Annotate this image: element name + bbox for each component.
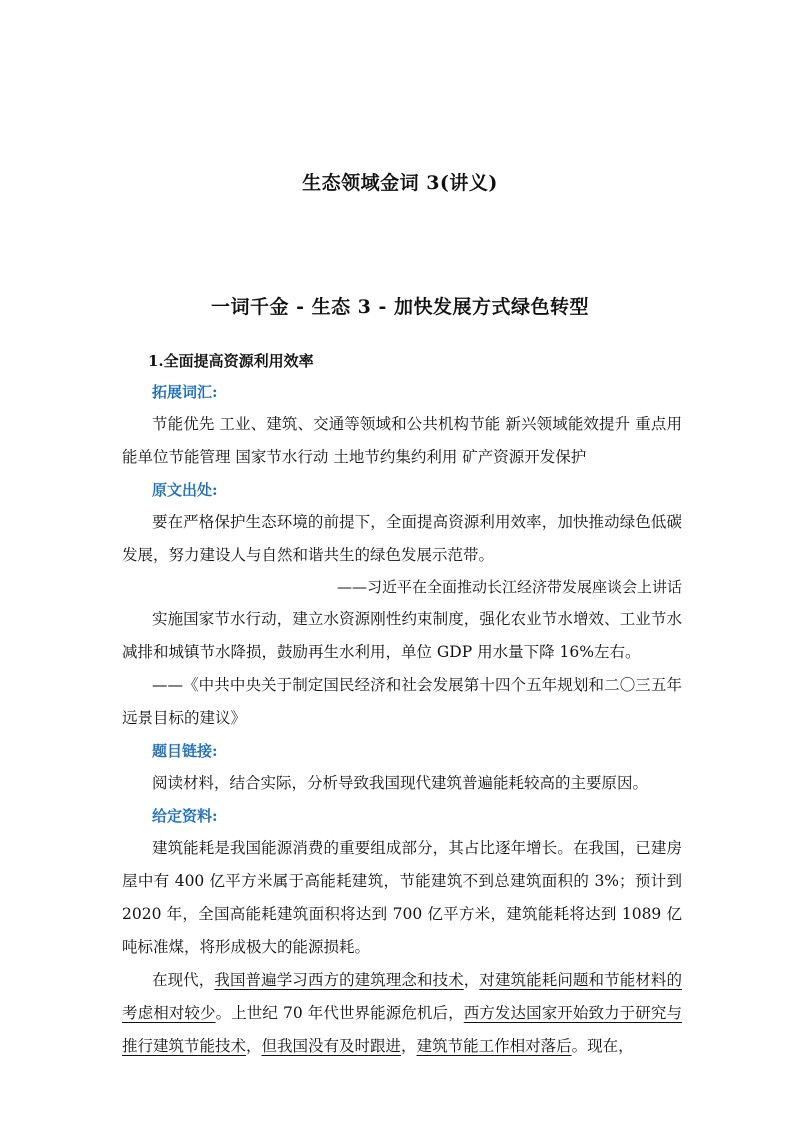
underlined-phrase: 西方发达国家开始致力于研究与推行建筑节能技术: [122, 1004, 682, 1055]
text-segment: 。现在，: [571, 1037, 634, 1055]
text-segment: 。上世纪 70 年代世界能源危机后，: [215, 1004, 464, 1022]
text-segment: ，: [463, 971, 480, 989]
underlined-phrase: 但我国没有及时跟进: [261, 1037, 402, 1055]
document-body: [122, 346, 682, 1063]
section-title: 一词千金 - 生态 3 - 加快发展方式绿色转型: [210, 296, 590, 318]
source-paragraph-2: 实施国家节水行动，建立水资源刚性约束制度，强化农业节水增效、工业节水减排和城镇节水降损，鼓励再生水利用，单位 GDP 用水量下降 16%左右。: [122, 610, 682, 661]
subheading: 1.全面提高资源利用效率: [148, 352, 314, 370]
text-segment: 在现代，: [152, 971, 215, 989]
label-source: 原文出处:: [152, 481, 218, 499]
underlined-phrase: 建筑节能工作相对落后: [416, 1037, 572, 1055]
material-paragraph-2: [122, 964, 682, 1063]
text-segment: ，: [246, 1037, 262, 1055]
source-attribution-1: ——习近平在全面推动长江经济带发展座谈会上讲话: [336, 578, 682, 596]
label-material: 给定资料:: [152, 807, 218, 825]
label-vocab: 拓展词汇:: [152, 383, 218, 401]
underlined-phrase: 我国普遍学习西方的建筑理念和技术: [214, 971, 464, 989]
source-attribution-2: ——《中共中央关于制定国民经济和社会发展第十四个五年规划和二〇三五年远景目标的建议》: [122, 676, 682, 727]
document-title: 生态领域金词 3(讲义): [302, 172, 498, 194]
label-question: 题目链接:: [152, 742, 218, 760]
vocab-paragraph: 节能优先 工业、建筑、交通等领域和公共机构节能 新兴领域能效提升 重点用能单位节能管理 国家节水行动 土地节约集约利用 矿产资源开发保护: [122, 415, 682, 466]
source-paragraph-1: 要在严格保护生态环境的前提下，全面提高资源利用效率，加快推动绿色低碳发展，努力建设人与自然和谐共生的绿色发展示范带。: [122, 513, 682, 564]
underlined-phrase: 对建筑能耗问题和节能材料的考虑相对较少: [122, 971, 682, 1022]
material-paragraph-1: 建筑能耗是我国能源消费的重要组成部分，其占比逐年增长。在我国，已建房屋中有 400 亿平方米属于高能耗建筑，节能建筑不到总建筑面积的 3%；预计到 2020 年，全国高能耗建筑面积将达到 700 亿平方米，建筑能耗将达到 1089 亿吨标准煤，将形成极大的能源损耗。: [122, 839, 682, 956]
question-paragraph: 阅读材料，结合实际，分析导致我国现代建筑普遍能耗较高的主要原因。: [152, 774, 649, 792]
text-segment: ，: [401, 1037, 417, 1055]
